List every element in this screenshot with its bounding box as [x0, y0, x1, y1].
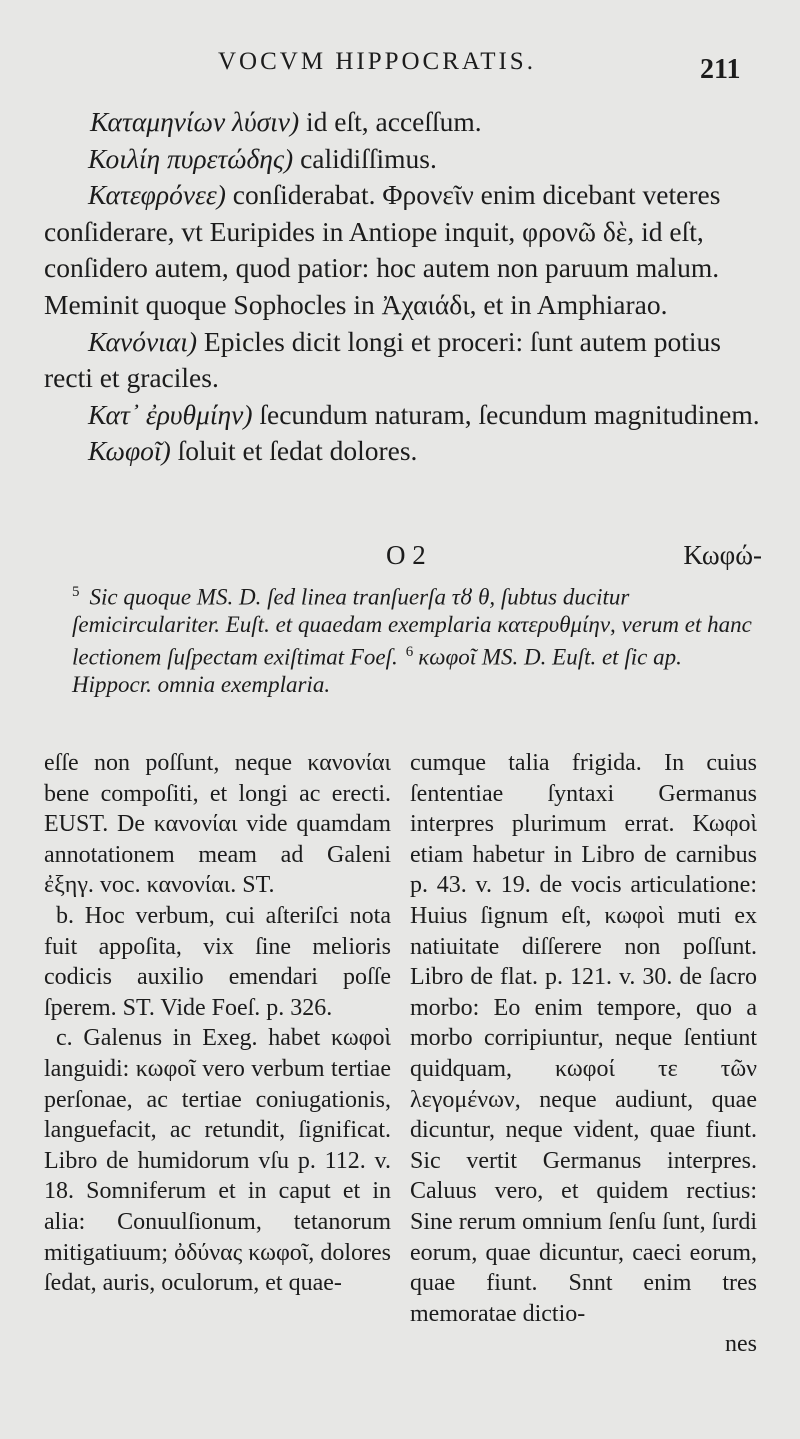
entry-head: Κατεφρόνεε) [88, 179, 226, 211]
main-text [44, 104, 762, 470]
entry-koilie [44, 141, 762, 178]
left-column [44, 748, 391, 1299]
entry-kat-erythmien [44, 397, 762, 434]
signature-line [44, 540, 762, 576]
entry-head: Κωφοῖ) [88, 435, 171, 467]
entry-text: ſoluit et ſedat dolores. [170, 435, 418, 467]
running-title: VOCVM HIPPOCRATIS. [218, 48, 536, 75]
footnote-text: κωφοῖ MS. D. Euſt. et ſic ap. Hippocr. omnia exemplaria. [72, 644, 682, 697]
catchword: Κωφώ- [683, 540, 762, 570]
note-paragraph: b. Hoc verbum, cui aſteriſci nota fuit appoſita, vix ſine melioris codicis auxilio emendari poſſe ſperem. ST. Vide Foeſ. p. 326. [44, 902, 391, 1021]
footnotes [72, 579, 766, 698]
page-header [0, 44, 800, 84]
entry-kophoi [44, 433, 762, 470]
page-number: 211 [700, 54, 741, 85]
footnote-number: 6 [405, 643, 414, 660]
entry-kanoniai [44, 324, 762, 397]
entry-katephronee [44, 177, 762, 323]
footnote [72, 579, 766, 698]
column-catchword: nes [725, 1331, 757, 1358]
entry-text: id eſt, acceſſum. [299, 106, 482, 137]
entry-text: calidiſſimus. [293, 142, 437, 174]
entry-text: conſiderabat. Φρονεῖν enim dicebant veteres conſiderare, vt Euripides in Antiope inquit, φρονῶ δὲ, id eſt, conſidero autem, quod patior: hoc autem non paruum malum. Meminit quoque Sophocles in Ἀχαιάδι, et in Amphiarao. [44, 179, 721, 320]
note-paragraph: cumque talia frigida. In cuius ſententiae ſyntaxi Germanus interpres plurimum errat. Κωφοὶ etiam habetur in Libro de carnibus p. 43. v. 19. de vocis articulatione: Huius ſignum eſt, κωφοὶ muti ex natiuitate diſſerere non poſſunt. Libro de flat. p. 121. v. 30. de ſacro morbo: Eo enim tempore, quo a morbo corripiuntur, neque ſentiunt quidquam, κωφοί τε τῶν λεγομένων, neque audiunt, quae dicuntur, neque vident, quae fiunt. Sic vertit Germanus interpres. Caluus vero, et quidem rectius: Sine rerum omnium ſenſu ſunt, ſurdi eorum, quae dicuntur, caeci eorum, quae fiunt. Snnt enim tres memoratae dictio- [410, 750, 757, 1327]
footnote-number: 5 [72, 584, 80, 600]
entry-head: Κοιλίη πυρετώδης) [88, 142, 294, 174]
entry-text: ſecundum naturam, ſecundum magnitudinem. [252, 398, 760, 430]
note-paragraph: eſſe non poſſunt, neque κανονίαι bene compoſiti, et longi ac erecti. EUST. De κανονίαι vide quamdam annotationem meam ad Galeni ἐξηγ. voc. κανονίαι. ST. [44, 750, 391, 899]
right-column [410, 748, 757, 1360]
note-paragraph: c. Galenus in Exeg. habet κωφοὶ languidi: κωφοῖ vero verbum tertiae perſonae, ac tertiae coniugationis, languefacit, ac retundit, ſignificat. Libro de humidorum vſu p. 112. v. 18. Somniferum et in caput et in alia: Conuulſionum, tetanorum mitigatiuum; ὀδύνας κωφοῖ, dolores ſedat, auris, oculorum, et quae- [44, 1025, 391, 1297]
commentary-columns [44, 748, 766, 1428]
entry-head: Καταμηνίων λύσιν) [90, 106, 300, 137]
entry-katamenion [44, 104, 762, 141]
footnote-text: Sic quoque MS. D. ſed linea tranſuerſa τȣ θ, ſubtus ducitur ſemicirculariter. Euſt. et quaedam exemplaria κατερυθμίην, verum et hanc lectionem ſuſpectam exiſtimat Foeſ. [72, 584, 752, 670]
entry-head: Κατ᾽ ἐρυθμίην) [88, 398, 253, 430]
signature-mark: O 2 [386, 540, 426, 570]
entry-text: Epicles dicit longi et proceri: ſunt autem potius recti et graciles. [44, 325, 721, 394]
entry-head: Κανόνιαι) [88, 325, 198, 357]
